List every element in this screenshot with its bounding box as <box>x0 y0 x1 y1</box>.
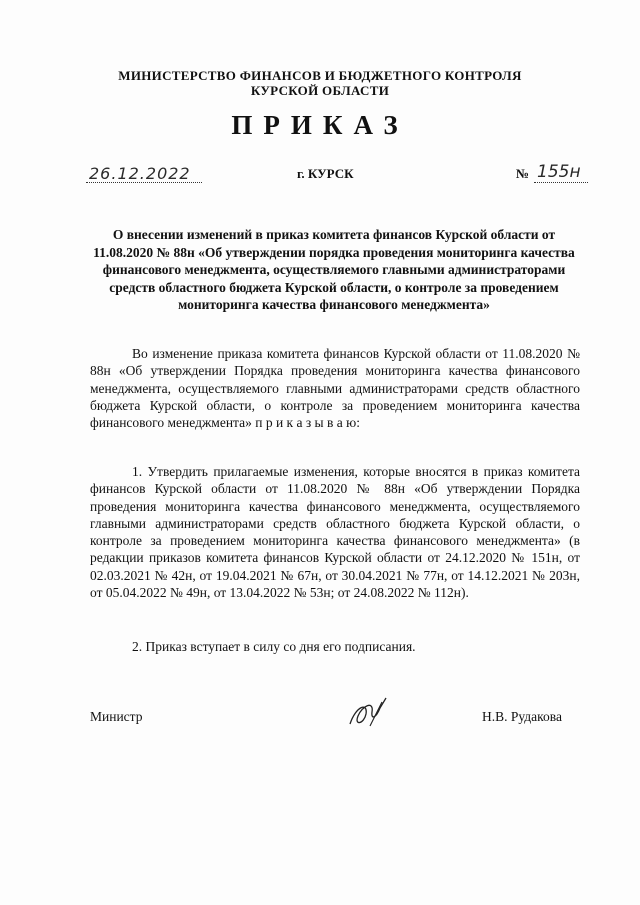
number-label: № <box>516 166 530 181</box>
order-title: О внесении изменений в приказ комитета финансов Курской области от 11.08.2020 № 88н «Об утверждении порядка проведения мониторинга качества финансового менеджмента, осуществляемого главными администраторами средств областного бюджета Курской области, о контроле за проведением мониторинга качества финансового менеджмента» <box>93 227 575 312</box>
date-underline <box>86 182 202 183</box>
ministry-name-line1: МИНИСТЕРСТВО ФИНАНСОВ И БЮДЖЕТНОГО КОНТРОЛЯ <box>118 68 522 83</box>
document-type-heading: ПРИКАЗ <box>231 110 409 140</box>
order-number: 155н <box>537 162 581 182</box>
signer-name: Н.В. Рудакова <box>482 709 562 724</box>
handwritten-signature <box>346 696 396 732</box>
clause-1-paragraph: 1. Утвердить прилагаемые изменения, которые вносятся в приказ комитета финансов Курской области от 11.08.2020 № 88н «Об утверждении Порядка проведения мониторинга качества финансового менеджмента, осуществляемого главными администраторами средств областного бюджета Курской области, о контроле за проведением мониторинга качества финансового менеджмента» (в редакции приказов комитета финансов Курской области от 24.12.2020 № 151н, от 02.03.2021 № 42н, от 19.04.2021 № 67н, от 30.04.2021 № 77н, от 14.12.2021 № 203н, от 05.04.2022 № 49н, от 13.04.2022 № 53н; от 24.08.2022 № 112н). <box>90 464 580 601</box>
signer-position: Министр <box>90 709 143 724</box>
preamble-paragraph: Во изменение приказа комитета финансов Курской области от 11.08.2020 № 88н «Об утверждении Порядка проведения мониторинга качества финансового менеджмента, осуществляемого главными администраторами средств областного бюджета Курской области, о контроле за проведением мониторинга качества финансового менеджмента» п р и к а з ы в а ю: <box>90 346 580 431</box>
ministry-name-line2: КУРСКОЙ ОБЛАСТИ <box>250 83 390 98</box>
city-label: г. КУРСК <box>297 166 354 181</box>
number-underline <box>534 182 588 183</box>
order-date: 26.12.2022 <box>89 164 191 183</box>
clause-2-paragraph: 2. Приказ вступает в силу со дня его подписания. <box>132 639 416 654</box>
